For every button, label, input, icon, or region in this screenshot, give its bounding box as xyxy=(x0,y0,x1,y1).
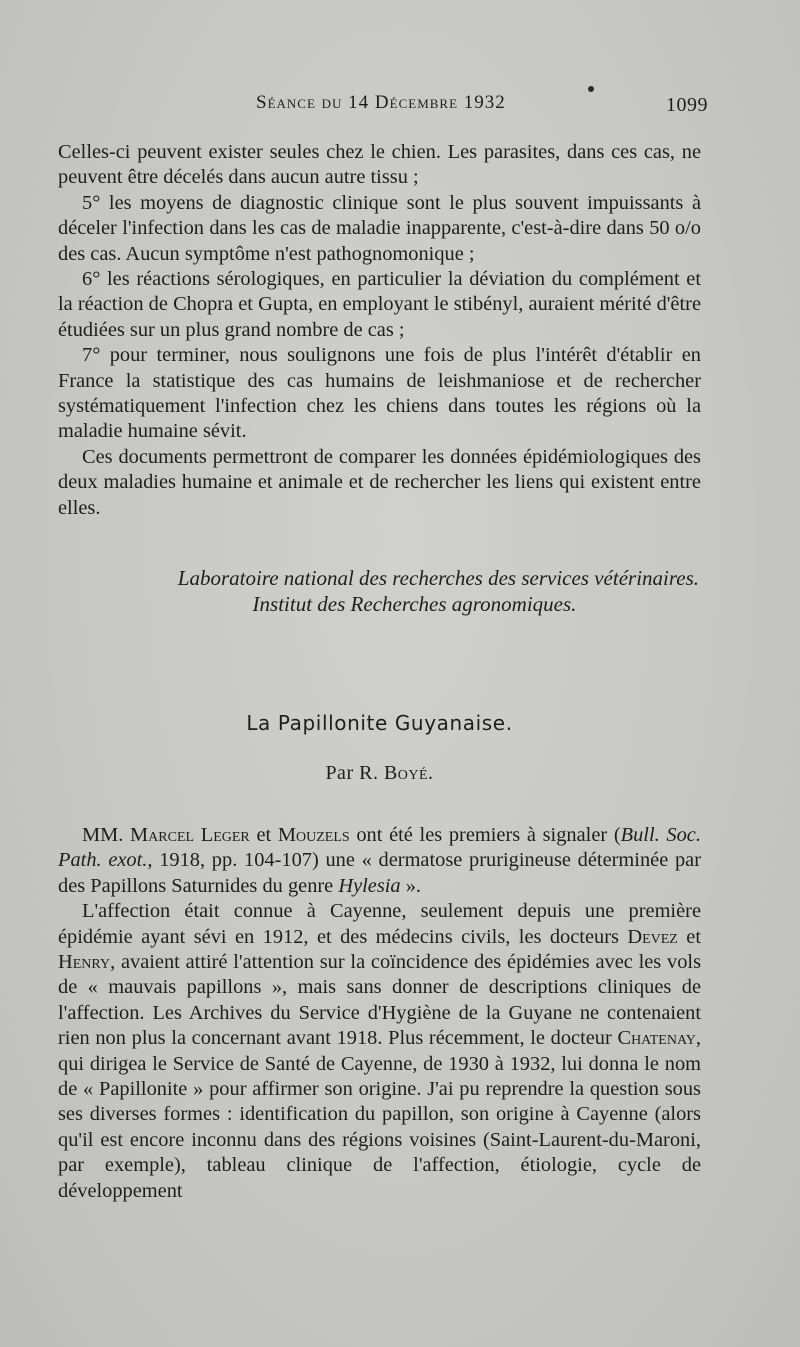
affiliation xyxy=(58,565,701,617)
paragraph xyxy=(58,899,701,1204)
page-header xyxy=(58,90,708,124)
paragraph: 6° les réactions sérologiques, en particulier la déviation du complément et la réaction de Chopra et Gupta, en employant le stibényl, auraient mérité d'être étudiées sur un plus grand nombre de cas ; xyxy=(58,268,701,341)
paragraph: Celles-ci peuvent exister seules chez le chien. Les parasites, dans ces cas, ne peuvent être décelés dans aucun autre tissu ; xyxy=(58,141,701,189)
affiliation-line: Institut des Recherches agronomiques. xyxy=(252,592,577,616)
honorific: MM. xyxy=(82,824,124,846)
text-run: ». xyxy=(400,874,422,897)
article2-body xyxy=(58,823,701,1204)
conjunction: et xyxy=(256,824,272,846)
paragraph: Ces documents permettront de comparer les données épidémiologiques des deux maladies humaine et animale et de rechercher les liens qui existent entre elles. xyxy=(58,445,701,519)
byline-prefix: Par xyxy=(325,762,354,784)
person-name: Mouzels xyxy=(277,824,350,846)
paragraph: 7° pour terminer, nous soulignons une fois de plus l'intérêt d'établir en France la statistique des cas humains de leishmaniose et de rechercher systématiquement l'infection chez les chiens dans toutes les régions où la maladie humaine sévit. xyxy=(58,344,701,443)
person-name: Devez xyxy=(627,925,678,948)
genus-name: Hylesia xyxy=(338,874,401,897)
paragraph: 5° les moyens de diagnostic clinique sont le plus souvent impuissants à déceler l'infection dans les cas de maladie inapparente, c'est-à-dire dans 50 o/o des cas. Aucun symptôme n'est pathognomonique ; xyxy=(58,191,701,265)
text-run: , qui dirigea le Service de Santé de Cayenne, de 1930 à 1932, lui donna le nom de « Papillonite » pour affirmer son origine. J'ai pu reprendre la question sous ses diverses formes : identification du papillon, son origine à Cayenne (alors qu'il est encore inconnu dans des régions voisines (Saint-Laurent-du-Maroni, par exemple), tableau clinique de l'affection, étiologie, cycle de développement xyxy=(58,1027,701,1202)
ink-dot xyxy=(588,86,594,92)
text-run: ont été les premiers à signaler ( xyxy=(356,824,621,846)
byline xyxy=(58,762,701,785)
running-head: Séance du 14 Décembre 1932 xyxy=(256,92,506,113)
conjunction: et xyxy=(686,925,701,948)
text-run: L'affection était connue à Cayenne, seulement depuis une première épidémie ayant sévi en 1912, et des médecins civils, les docteurs xyxy=(58,900,701,948)
affiliation-line: Laboratoire national des recherches des services vétérinaires. xyxy=(177,566,699,590)
paragraph xyxy=(58,823,701,899)
article1-body xyxy=(58,140,701,521)
person-name: Marcel Leger xyxy=(130,824,250,846)
page-number: 1099 xyxy=(666,94,708,116)
text-run: , 1918, pp. 104-107) une « dermatose prurigineuse déterminée par des Papillons Saturnides du genre xyxy=(58,849,702,897)
text-run: , avaient attiré l'attention sur la coïncidence des épidémies avec les vols de « mauvais papillons », mais sans donner de descriptions cliniques de l'affection. Les Archives du Service d'Hygiène de la Guyane ne contenaient rien non plus la concernant avant 1918. Plus récemment, le docteur xyxy=(58,951,701,1050)
author-name: R. Boyé. xyxy=(359,762,434,784)
article-title: La Papillonite Guyanaise. xyxy=(246,711,513,735)
citation: Bull. Soc. Path. exot. xyxy=(58,824,701,872)
person-name: Chatenay xyxy=(617,1027,696,1050)
person-name: Henry xyxy=(58,951,111,974)
